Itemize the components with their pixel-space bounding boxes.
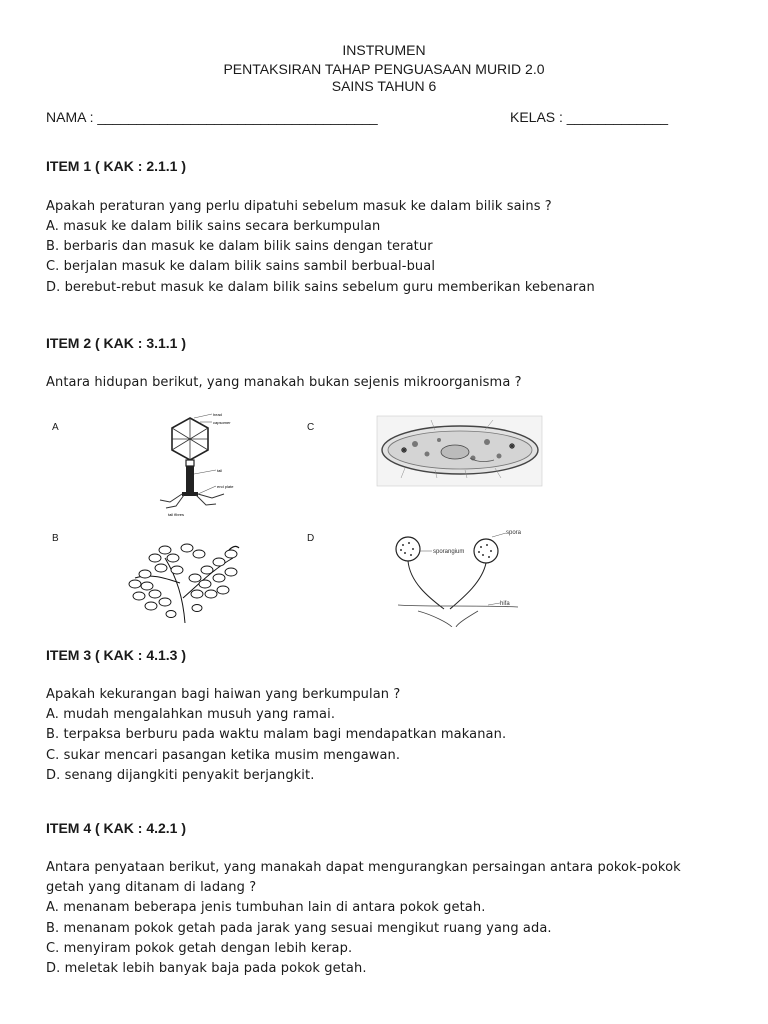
item-3-option-b: B. terpaksa berburu pada waktu malam bagi mendapatkan makanan. bbox=[46, 727, 507, 742]
item-3-title: ITEM 3 ( KAK : 4.1.3 ) bbox=[46, 647, 187, 663]
doc-subject: SAINS TAHUN 6 bbox=[331, 78, 437, 94]
bacteriophage-figure bbox=[140, 410, 250, 522]
figure-label-a: A bbox=[52, 422, 59, 433]
nama-field[interactable]: NAMA : ____________________________________ bbox=[46, 109, 378, 125]
item-4-option-b: B. menanam pokok getah pada jarak yang sesuai mengikut ruang yang ada. bbox=[46, 921, 552, 936]
figure-label-c: C bbox=[307, 422, 315, 433]
item-4-option-c: C. menyiram pokok getah dengan lebih kerap. bbox=[46, 941, 353, 956]
figure-label-b: B bbox=[52, 533, 59, 544]
item-1-question: Apakah peraturan yang perlu dipatuhi sebelum masuk ke dalam bilik sains ? bbox=[46, 199, 552, 214]
item-3-question: Apakah kekurangan bagi haiwan yang berkumpulan ? bbox=[46, 687, 401, 702]
item-1-title: ITEM 1 ( KAK : 2.1.1 ) bbox=[46, 158, 187, 174]
item-1-option-d: D. berebut-rebut masuk ke dalam bilik sains sebelum guru memberikan kebenaran bbox=[46, 280, 595, 295]
doc-subtitle: PENTAKSIRAN TAHAP PENGUASAAN MURID 2.0 bbox=[223, 61, 545, 77]
item-1-option-b: B. berbaris dan masuk ke dalam bilik sains dengan teratur bbox=[46, 239, 433, 254]
mould-sporangium-figure bbox=[378, 527, 538, 627]
item-4-option-d: D. meletak lebih banyak baja pada pokok getah. bbox=[46, 961, 367, 976]
fern-plant-figure bbox=[125, 528, 245, 628]
item-3-option-d: D. senang dijangkiti penyakit berjangkit. bbox=[46, 768, 315, 783]
figure-label-d: D bbox=[307, 533, 315, 544]
doc-title: INSTRUMEN bbox=[342, 42, 426, 58]
item-3-option-c: C. sukar mencari pasangan ketika musim mengawan. bbox=[46, 748, 401, 763]
kelas-field[interactable]: KELAS : _____________ bbox=[510, 109, 669, 125]
phage-capsomer-label: capsomer bbox=[213, 420, 231, 425]
item-4-question-line-1: Antara penyataan berikut, yang manakah dapat mengurangkan persaingan antara pokok-pokok bbox=[46, 860, 681, 875]
item-4-option-a: A. menanam beberapa jenis tumbuhan lain di antara pokok getah. bbox=[46, 900, 486, 915]
phage-head-label: head bbox=[213, 412, 222, 417]
item-4-title: ITEM 4 ( KAK : 4.2.1 ) bbox=[46, 820, 187, 836]
item-2-title: ITEM 2 ( KAK : 3.1.1 ) bbox=[46, 335, 187, 351]
paramecium-figure bbox=[375, 410, 545, 490]
phage-tail-label: tail bbox=[217, 468, 223, 473]
mould-hifa-label: hifa bbox=[500, 601, 510, 607]
item-1-option-a: A. masuk ke dalam bilik sains secara berkumpulan bbox=[46, 219, 381, 234]
phage-fibres-label: tail fibres bbox=[168, 512, 185, 517]
item-4-question-line-2: getah yang ditanam di ladang ? bbox=[46, 880, 257, 895]
item-2-question: Antara hidupan berikut, yang manakah bukan sejenis mikroorganisma ? bbox=[46, 375, 522, 390]
mould-sporangium-label: sporangium bbox=[433, 549, 465, 555]
mould-spora-label: spora bbox=[506, 530, 522, 536]
phage-plate-label: end plate bbox=[217, 484, 234, 489]
item-1-option-c: C. berjalan masuk ke dalam bilik sains sambil berbual-bual bbox=[46, 259, 436, 274]
item-3-option-a: A. mudah mengalahkan musuh yang ramai. bbox=[46, 707, 336, 722]
